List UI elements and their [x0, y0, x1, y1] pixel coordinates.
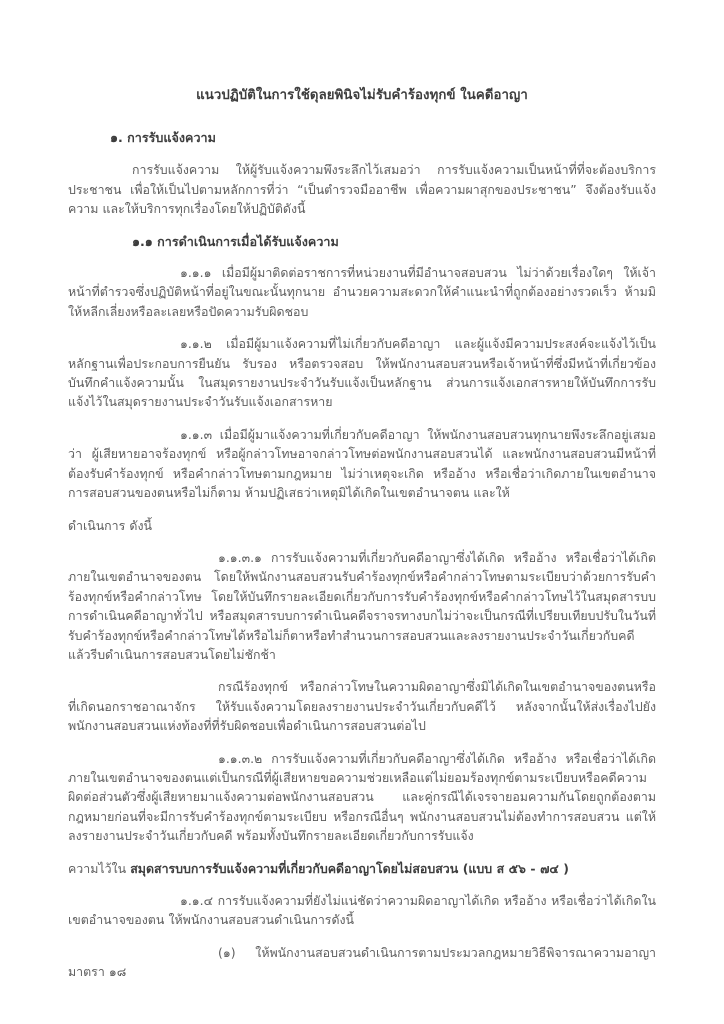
paragraph-clause-1-1-3-2: ๑.๑.๓.๒ การรับแจ้งความที่เกี่ยวกับคดีอาญาซึ่งได้เกิด หรืออ้าง หรือเชื่อว่าได้เกิดภายในเขตอำนาจของตนแต่เป็นกรณีที่ผู้เสียหายขอความช่วยเหลือแต่ไม่ยอมร้องทุกข์ตามระเบียบหรือคดีความผิดต่อส่วนตัวซึ่งผู้เสียหายมาแจ้งความต่อพนักงานสอบสวน และคู่กรณีได้เจรจายอมความกันโดยถูกต้องตามกฎหมายก่อนที่จะมีการรับคำร้องทุกข์ตามระเบียบ หรือกรณีอื่นๆ พนักงานสอบสวนไม่ต้องทำการสอบสวน แต่ให้ลงรายงานประจำวันเกี่ยวกับคดี พร้อมทั้งบันทึกรายละเอียดเกี่ยวกับการรับแจ้ง [68, 750, 656, 844]
paragraph-clause-1-1-3-1: ๑.๑.๓.๑ การรับแจ้งความที่เกี่ยวกับคดีอาญาซึ่งได้เกิด หรืออ้าง หรือเชื่อว่าได้เกิดภายในเขตอำนาจของตน โดยให้พนักงานสอบสวนรับคำร้องทุกข์หรือคำกล่าวโทษตามระเบียบว่าด้วยการรับคำร้องทุกข์หรือคำกล่าวโทษ โดยให้บันทึกรายละเอียดเกี่ยวกับการรับคำร้องทุกข์หรือคำกล่าวโทษไว้ในสมุดสารบบการดำเนินคดีอาญาทั่วไป หรือสมุดสารบบการดำเนินคดีจราจรทางบกไม่ว่าจะเป็นกรณีที่เปรียบเทียบปรับในวันที่รับคำร้องทุกข์หรือคำกล่าวโทษได้หรือไม่ก็ตาหรือทำสำนวนการสอบสวนและลงรายงานประจำวันเกี่ยวกับคดี แล้วรีบดำเนินการสอบสวนโดยไม่ชักช้า [68, 549, 656, 662]
paragraph-section-1-intro: การรับแจ้งความ ให้ผู้รับแจ้งความพึงระลึกไว้เสมอว่า การรับแจ้งความเป็นหน้าที่ที่จะต้องบริการประชาชน เพื่อให้เป็นไปตามหลักการที่ว่า “เป็นตำรวจมืออาชีพ เพื่อความผาสุกของประชาชน” จึงต้องรับแจ้งความ และให้บริการทุกเรื่องโดยให้ปฏิบัติดังนี้ [68, 162, 656, 217]
heading-section-1-1: ๑.๑ การดำเนินการเมื่อได้รับแจ้งความ [132, 233, 339, 249]
document-title: แนวปฏิบัติในการใช้ดุลยพินิจไม่รับคำร้องทุกข์ ในคดีอาญา [196, 88, 528, 103]
document-body [68, 86, 656, 995]
paragraph-clause-item-1: (๑) ให้พนักงานสอบสวนดำเนินการตามประมวลกฎหมายวิธีพิจารณาความอาญา มาตรา ๑๘ [68, 944, 656, 980]
heading-section-1: ๑. การรับแจ้งความ [110, 129, 216, 145]
paragraph-clause-1-1-3-lead: ดำเนินการ ดังนี้ [68, 517, 153, 533]
paragraph-clause-1-1-3: ๑.๑.๓ เมื่อมีผู้มาแจ้งความที่เกี่ยวกับคดีอาญา ให้พนักงานสอบสวนทุกนายพึงระลึกอยู่เสมอว่า ผู้เสียหายอาจร้องทุกข์ หรือผู้กล่าวโทษอาจกล่าวโทษต่อพนักงานสอบสวนได้ และพนักงานสอบสวนมีหน้าที่ต้องรับคำร้องทุกข์ หรือคำกล่าวโทษตามกฎหมาย ไม่ว่าเหตุจะเกิด หรืออ้าง หรือเชื่อว่าเกิดภายในเขตอำนาจการสอบสวนของตนหรือไม่ก็ตาม ห้ามปฏิเสธว่าเหตุมิได้เกิดในเขตอำนาจตน และให้ [68, 426, 656, 501]
paragraph-complaint-outside-jurisdiction: กรณีร้องทุกข์ หรือกล่าวโทษในความผิดอาญาซึ่งมิได้เกิดในเขตอำนาจของตนหรือที่เกิดนอกราชอาณาจักร ให้รับแจ้งความโดยลงรายงานประจำวันเกี่ยวกับคดีไว้ หลังจากนั้นให้ส่งเรื่องไปยังพนักงานสอบสวนแห่งท้องที่ที่รับผิดชอบเพื่อดำเนินการสอบสวนต่อไป [68, 679, 656, 734]
paragraph-clause-1-1-1: ๑.๑.๑ เมื่อมีผู้มาติดต่อราชการที่หน่วยงานที่มีอำนาจสอบสวน ไม่ว่าด้วยเรื่องใดๆ ให้เจ้าหน้าที่ตำรวจซึ่งปฏิบัติหน้าที่อยู่ในขณะนั้นทุกนาย อำนวยความสะดวกให้คำแนะนำที่ถูกต้องอย่างรวดเร็ว ห้ามมิให้หลีกเลี่ยงหรือละเลยหรือปัดความรับผิดชอบ [68, 265, 656, 319]
paragraph-clause-1-1-2: ๑.๑.๒ เมื่อมีผู้มาแจ้งความที่ไม่เกี่ยวกับคดีอาญา และผู้แจ้งมีความประสงค์จะแจ้งไว้เป็นหลักฐานเพื่อประกอบการยืนยัน รับรอง หรือตรวจสอบ ให้พนักงานสอบสวนหรือเจ้าหน้าที่ซึ่งมีหน้าที่เกี่ยวข้องบันทึกคำแจ้งความนั้น ในสมุดรายงานประจำวันรับแจ้งเป็นหลักฐาน ส่วนการแจ้งเอกสารหายให้บันทึกการรับแจ้งไว้ในสมุดรายงานประจำวันรับแจ้งเอกสารหาย [68, 336, 656, 410]
paragraph-clause-1-1-4: ๑.๑.๔ การรับแจ้งความที่ยังไม่แน่ชัดว่าความผิดอาญาได้เกิด หรืออ้าง หรือเชื่อว่าได้เกิดในเขตอำนาจของตน ให้พนักงานสอบสวนดำเนินการดังนี้ [68, 893, 656, 928]
paragraph-record-book-reference [68, 859, 656, 878]
record-book-form-label: สมุดสารบบการรับแจ้งความที่เกี่ยวกับคดีอาญาโดยไม่สอบสวน (แบบ ส ๕๖ - ๗๔ ) [130, 860, 569, 876]
record-prefix-text: ความไว้ใน [68, 860, 131, 876]
